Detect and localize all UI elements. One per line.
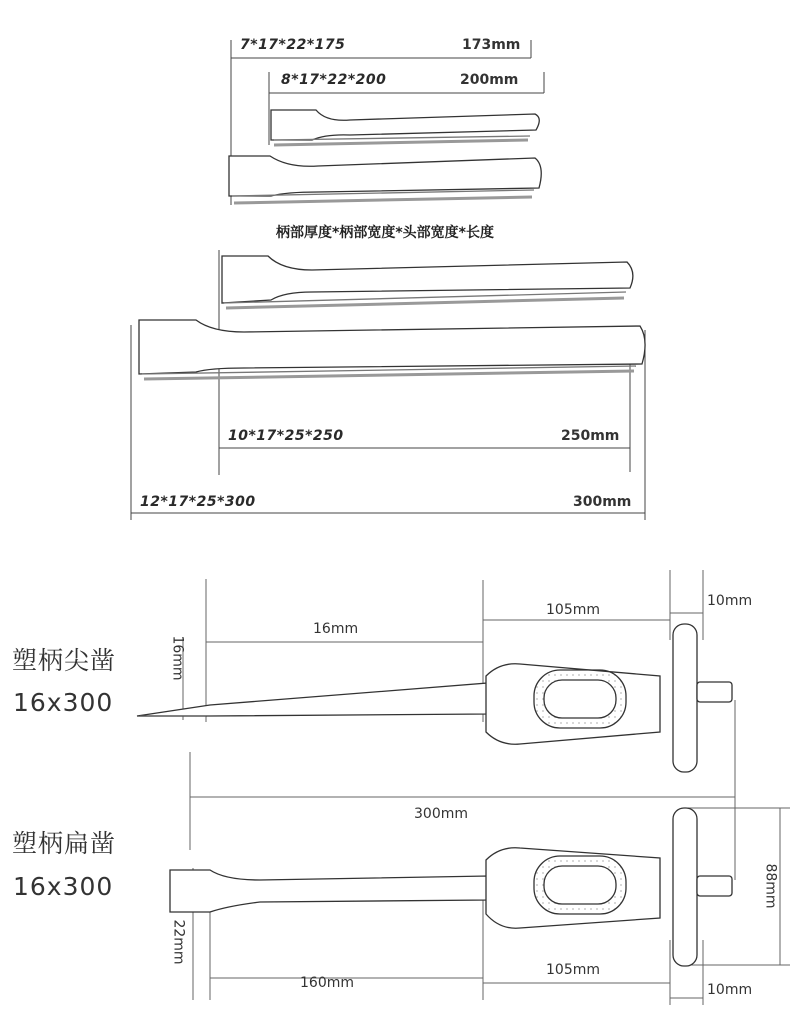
- flat-guard-width-label: 10mm: [707, 982, 753, 998]
- flat-chisel-size: 16x300: [13, 872, 114, 901]
- length-label-300mm: 300mm: [573, 494, 632, 510]
- chisel-175-drawing: [271, 110, 539, 145]
- pointed-grip-length-label: 105mm: [546, 602, 600, 618]
- length-label-200mm: 200mm: [460, 72, 519, 88]
- pointed-chisel-name: 塑柄尖凿: [12, 646, 117, 675]
- spec-label-175: 7*17*22*175: [240, 37, 346, 53]
- flat-head-length-label: 160mm: [300, 975, 354, 991]
- flat-grip-length-label: 105mm: [546, 962, 600, 978]
- pointed-chisel-drawing: [137, 624, 732, 772]
- total-length-label: 300mm: [414, 806, 468, 822]
- flat-chisel-drawing: [170, 808, 732, 966]
- pointed-head-length-label: 16mm: [313, 621, 359, 637]
- pointed-width-label: 16mm: [169, 635, 186, 681]
- spec-label-250: 10*17*25*250: [228, 428, 344, 444]
- length-label-250mm: 250mm: [561, 428, 620, 444]
- flat-guard-height-label: 88mm: [762, 863, 779, 909]
- flat-chisel-name: 塑柄扁凿: [12, 829, 117, 858]
- dimension-caption: 柄部厚度*柄部宽度*头部宽度*长度: [276, 225, 494, 241]
- pointed-chisel-size: 16x300: [13, 688, 114, 717]
- spec-label-200: 8*17*22*200: [281, 72, 387, 88]
- flat-width-label: 22mm: [170, 919, 187, 965]
- bottom-dimension-lines: [183, 570, 790, 1005]
- chisel-200-drawing: [229, 156, 541, 203]
- pointed-guard-width-label: 10mm: [707, 593, 753, 609]
- chisel-250-drawing: [222, 256, 633, 308]
- chisel-300-drawing: [139, 320, 645, 379]
- spec-label-300: 12*17*25*300: [140, 494, 256, 510]
- length-label-173mm: 173mm: [462, 37, 521, 53]
